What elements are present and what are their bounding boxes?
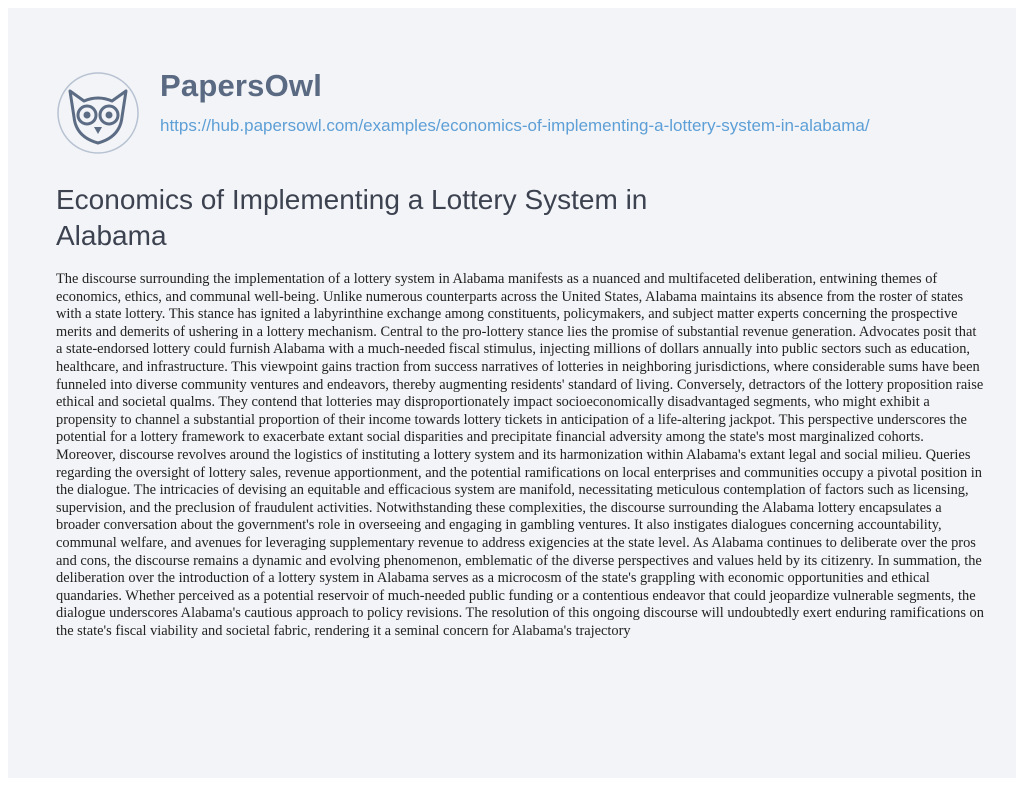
- essay-body: The discourse surrounding the implementation of a lottery system in Alabama manifests as a nuanced and multifaceted deliberation, entwining themes of economics, ethics, and communal well-being. Unlike numerous counterparts across the United States, Alabama maintains its absence from the roster of states with a state lottery. This stance has ignited a labyrinthine exchange among constituents, policymakers, and subject matter experts concerning the prospective merits and demerits of ushering in a lottery mechanism. Central to the pro-lottery stance lies the promise of substantial revenue generation. Advocates posit that a state-endorsed lottery could furnish Alabama with a much-needed fiscal stimulus, injecting millions of dollars annually into public sectors such as education, healthcare, and infrastructure. This viewpoint gains traction from success narratives of lotteries in neighboring jurisdictions, where considerable sums have been funneled into diverse community ventures and endeavors, thereby augmenting residents' standard of living. Conversely, detractors of the lottery proposition raise ethical and societal qualms. They contend that lotteries may disproportionately impact socioeconomically disadvantaged segments, who might exhibit a propensity to channel a substantial proportion of their income towards lottery tickets in anticipation of a life-altering jackpot. This perspective underscores the potential for a lottery framework to exacerbate extant social disparities and precipitate financial adversity among the state's most marginalized cohorts. Moreover, discourse revolves around the logistics of instituting a lottery system and its harmonization within Alabama's extant legal and social milieu. Queries regarding the oversight of lottery sales, revenue apportionment, and the potential ramifications on local enterprises and communities occupy a pivotal position in the dialogue. The intricacies of devising an equitable and efficacious system are manifold, necessitating meticulous contemplation of factors such as licensing, supervision, and the preclusion of fraudulent activities. Notwithstanding these complexities, the discourse surrounding the Alabama lottery encapsulates a broader conversation about the government's role in overseeing and engaging in gambling ventures. It also instigates dialogues concerning accountability, communal welfare, and avenues for leveraging supplementary revenue to address exigencies at the state level. As Alabama continues to deliberate over the pros and cons, the discourse remains a dynamic and evolving phenomenon, emblematic of the diverse perspectives and values held by its citizenry. In summation, the deliberation over the introduction of a lottery system in Alabama serves as a microcosm of the state's grappling with economic opportunities and ethical quandaries. Whether perceived as a potential reservoir of much-needed public funding or a contentious endeavor that could jeopardize vulnerable segments, the dialogue underscores Alabama's cautious approach to policy revisions. The resolution of this ongoing discourse will undoubtedly exert enduring ramifications on the state's fiscal viability and societal fabric, rendering it a seminal concern for Alabama's trajectory: [56, 271, 984, 639]
- brand-name: PapersOwl: [160, 68, 323, 103]
- owl-logo-icon: [56, 71, 140, 155]
- document-page: [8, 8, 1016, 778]
- source-url-link[interactable]: https://hub.papersowl.com/examples/economics-of-implementing-a-lottery-system-in-alabama/: [160, 116, 870, 135]
- essay-title: Economics of Implementing a Lottery System in Alabama: [56, 184, 648, 251]
